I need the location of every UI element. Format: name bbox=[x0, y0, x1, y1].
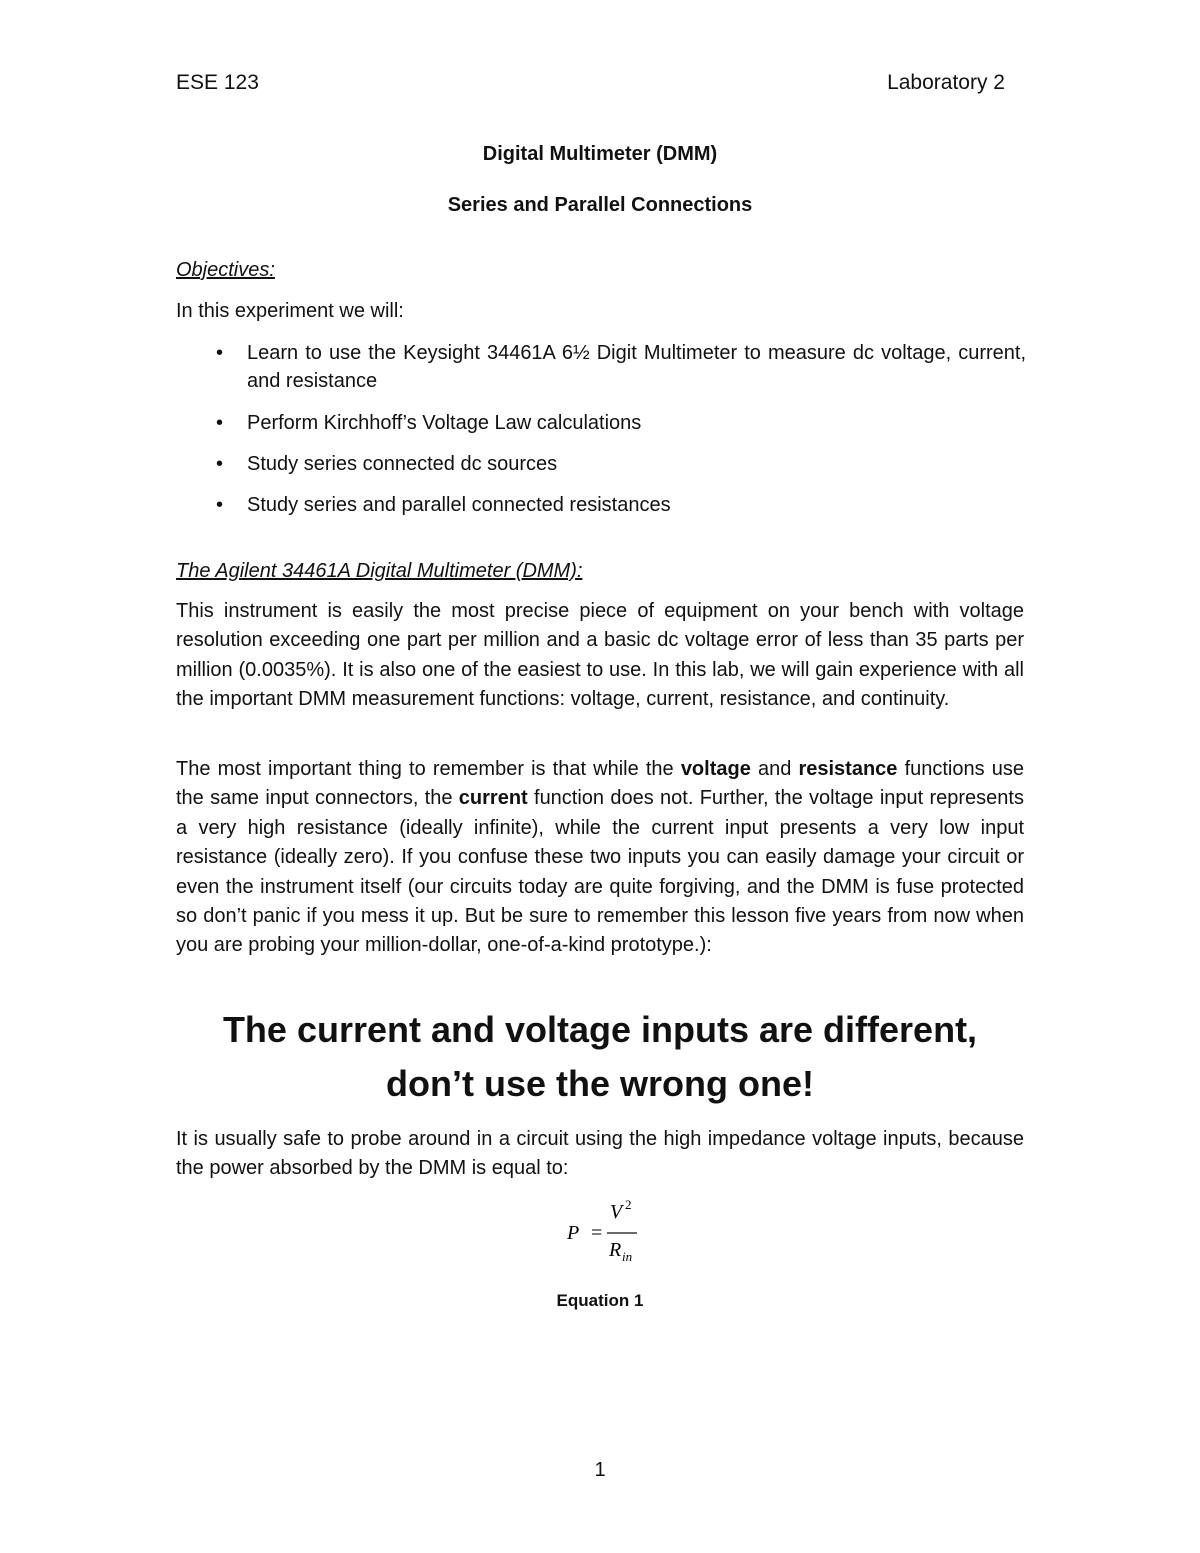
equation-numerator-exponent: 2 bbox=[625, 1198, 632, 1212]
equation-label: Equation 1 bbox=[556, 1291, 644, 1310]
objective-text: Study series and parallel connected resistances bbox=[247, 494, 671, 516]
page-number: 1 bbox=[594, 1459, 606, 1481]
equation-denominator: R bbox=[609, 1239, 622, 1261]
power-equation bbox=[0, 1198, 1200, 1268]
warning-line-2: don’t use the wrong one! bbox=[386, 1063, 814, 1104]
document-subtitle: Series and Parallel Connections bbox=[447, 194, 753, 216]
dmm-paragraph-3: It is usually safe to probe around in a circuit using the high impedance voltage inputs, because the power absorbed by the DMM is equal to: bbox=[176, 1128, 1024, 1180]
bold-term-current: current bbox=[458, 787, 528, 810]
paragraph-text: function does not. Further, the voltage input represents a very high resistance (ideally infinite), while the current input presents a very low input resistance (ideally zero). If you confuse these two inputs you can easily damage your circuit or even the instrument itself (our circuits today are quite forgiving, and the DMM is fuse protected so don’t panic if you mess it up. But be sure to remember this lesson five years from now when you are probing your million-dollar, one-of-a-kind prototype.): bbox=[176, 787, 1024, 957]
header-lab: Laboratory 2 bbox=[887, 71, 1005, 94]
paragraph-text: and bbox=[750, 758, 799, 780]
equation-denominator-subscript: in bbox=[622, 1249, 633, 1264]
objective-text: Learn to use the Keysight 34461A 6½ Digit Multimeter to measure dc voltage, current, and resistance bbox=[247, 342, 1026, 392]
equation-numerator: V bbox=[610, 1201, 623, 1223]
paragraph-text: The most important thing to remember is that while the bbox=[176, 758, 681, 780]
dmm-paragraph-1: This instrument is easily the most precise piece of equipment on your bench with voltage resolution exceeding one part per million and a basic dc voltage error of less than 35 parts per million (0.0035%). It is also one of the easiest to use. In this lab, we will gain experience with all the important DMM measurement functions: voltage, current, resistance, and continuity. bbox=[176, 600, 1024, 711]
dmm-paragraph-2 bbox=[176, 755, 1024, 961]
objectives-heading: Objectives: bbox=[176, 259, 275, 281]
equation-equals: = bbox=[591, 1222, 603, 1244]
equation-lhs: P bbox=[567, 1222, 580, 1244]
bold-term-resistance: resistance bbox=[798, 758, 898, 780]
bullet-icon: • bbox=[216, 453, 224, 475]
objectives-intro: In this experiment we will: bbox=[176, 300, 404, 322]
document-title: Digital Multimeter (DMM) bbox=[482, 143, 718, 165]
paragraph-text: functions use the same input connectors, the bbox=[176, 758, 1024, 810]
objective-text: Study series connected dc sources bbox=[247, 453, 558, 475]
bullet-icon: • bbox=[216, 342, 224, 364]
bullet-icon: • bbox=[216, 494, 224, 516]
bullet-icon: • bbox=[216, 412, 224, 434]
warning-line-1: The current and voltage inputs are different, bbox=[222, 1009, 978, 1050]
bold-term-voltage: voltage bbox=[680, 758, 751, 780]
warning-callout bbox=[0, 1003, 1200, 1111]
header-course: ESE 123 bbox=[176, 71, 259, 94]
dmm-section-heading: The Agilent 34461A Digital Multimeter (DMM): bbox=[176, 560, 583, 582]
objective-text: Perform Kirchhoff’s Voltage Law calculations bbox=[247, 412, 642, 434]
